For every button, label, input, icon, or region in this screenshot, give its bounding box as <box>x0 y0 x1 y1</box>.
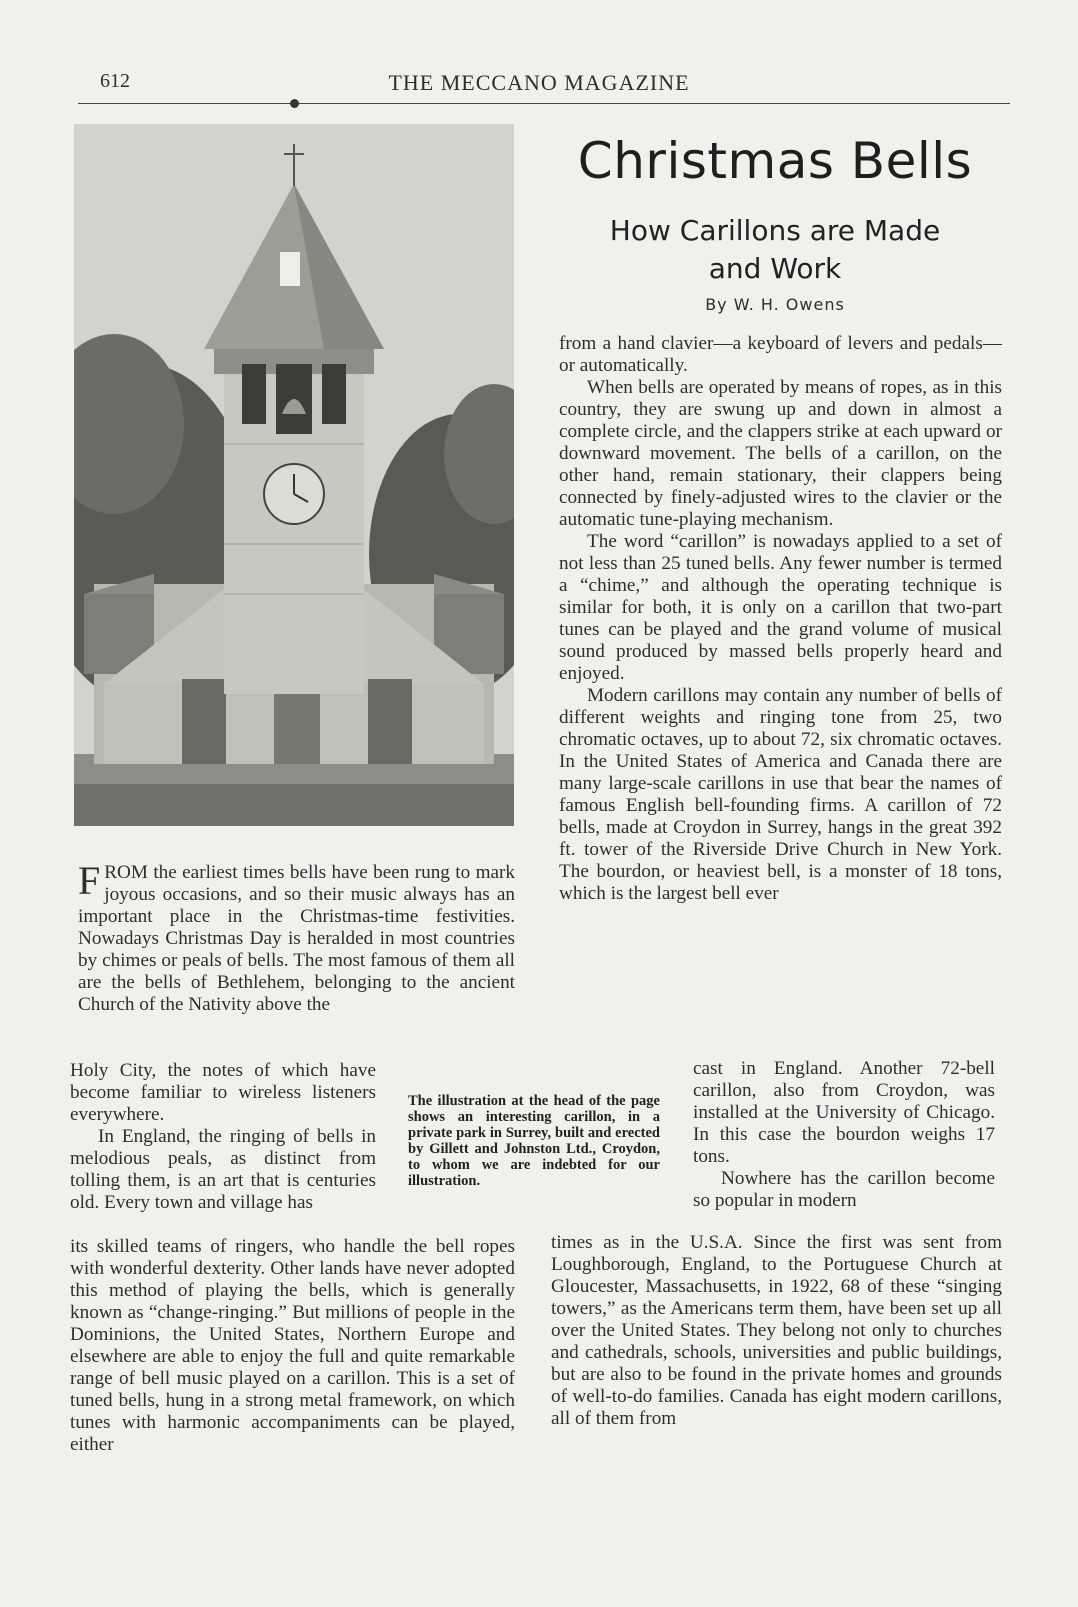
left-column-bottom <box>70 1236 515 1456</box>
running-title: THE MECCANO MAGAZINE <box>388 70 690 95</box>
door-left <box>182 679 226 764</box>
paragraph-carillon-definition: The word “carillon” is nowadays applied to a set of not less than 25 tuned bells. Any fewer number is termed a “chime,” and although the operating technique is similar for both, it is only on a carillon that two-part tunes can be played and the grand volume of musical sound produced by massed bells properly heard and enjoyed. <box>559 531 1002 684</box>
header-rule <box>78 103 1010 104</box>
paragraph-ropes: When bells are operated by means of ropes, as in this country, they are swung up and down in almost a complete circle, and the clappers strike at each upward or downward movement. The bells of a carillon, on the other hand, remain stationary, their clappers being connected by finely-adjusted wires to the clavier or the automatic tune-playing mechanism. <box>559 377 1002 530</box>
subtitle-line-2: and Work <box>708 252 842 285</box>
paragraph-usa-continued: times as in the U.S.A. Since the first was sent from Loughborough, England, to the Portuguese Church at Gloucester, Massachusetts, in 1922, 68 of these “singing towers,” as the Americans term them, have been set up all over the United States. They belong not only to churches and cathedrals, schools, universities and public buildings, but are also to be found in the private homes and grounds of well-to-do families. Canada has eight modern carillons, all of them from <box>551 1232 1002 1429</box>
drop-cap: F <box>78 858 101 903</box>
paragraph-hand-clavier: from a hand clavier—a keyboard of levers and pedals—or automatically. <box>559 333 1002 376</box>
carillon-tower-photo <box>74 124 514 826</box>
opening-paragraph-continued: Holy City, the notes of which have become familiar to wireless listeners everywhere. <box>70 1060 376 1125</box>
opening-paragraph-text: ROM the earliest times bells have been rung to mark joyous occasions, and so their music always has an important place in the Christmas-time festivities. Nowadays Christmas Day is heralded in most countries by chimes or peals of bells. The most famous of them all are the bells of Bethlehem, belonging to the ancient Church of the Nativity above the <box>78 862 515 1015</box>
paragraph-modern-carillons-continued: cast in England. Another 72-bell carillon, also from Croydon, was installed at the University of Chicago. In this case the bourdon weighs 17 tons. <box>693 1058 995 1167</box>
right-column-top <box>559 333 1002 905</box>
door-center <box>274 684 320 764</box>
left-column-middle <box>70 1060 376 1214</box>
left-column-top <box>78 858 515 1016</box>
byline: By W. H. Owens <box>705 295 845 314</box>
paragraph-change-ringing-continued: its skilled teams of ringers, who handle the bell ropes with wonderful dexterity. Other lands have never adopted this method of playing the bells, which is generally known as “change-ringing.” But millions of people in the Dominions, the United States, Northern Europe and elsewhere are able to enjoy the full and quite remarkable range of bell music played on a carillon. This is a set of tuned bells, hung in a strong metal framework, on which tunes with harmonic accompaniments can be played, either <box>70 1236 515 1455</box>
page-number: 612 <box>100 70 130 92</box>
right-column-bottom <box>551 1232 1002 1430</box>
article-subtitle <box>560 212 990 288</box>
paragraph-change-ringing: In England, the ringing of bells in melodious peals, as distinct from tolling them, is an art that is centuries old. Every town and village has <box>70 1126 376 1213</box>
opening-paragraph <box>78 858 515 1016</box>
door-right <box>368 679 412 764</box>
photo-caption: The illustration at the head of the page shows an interesting carillon, in a private park in Surrey, built and erected by Gillett and Johnston Ltd., Croydon, to whom we are indebted for our illustration. <box>408 1093 660 1189</box>
header-rule-dot <box>290 99 299 108</box>
subtitle-line-1: How Carillons are Made <box>609 214 941 247</box>
article-title: Christmas Bells <box>577 132 973 190</box>
paragraph-modern-carillons: Modern carillons may contain any number of bells of different weights and ringing tone from 25, two chromatic octaves, up to about 72, six chromatic octaves. In the United States of America and Canada there are many large-scale carillons in use that bear the names of famous English bell-founding firms. A carillon of 72 bells, made at Croydon in Surrey, hangs in the great 392 ft. tower of the Riverside Drive Church in New York. The bourdon, or heaviest bell, is a monster of 18 tons, which is the largest bell ever <box>559 685 1002 904</box>
right-column-middle <box>693 1058 995 1212</box>
paragraph-usa: Nowhere has the carillon become so popular in modern <box>693 1168 995 1211</box>
